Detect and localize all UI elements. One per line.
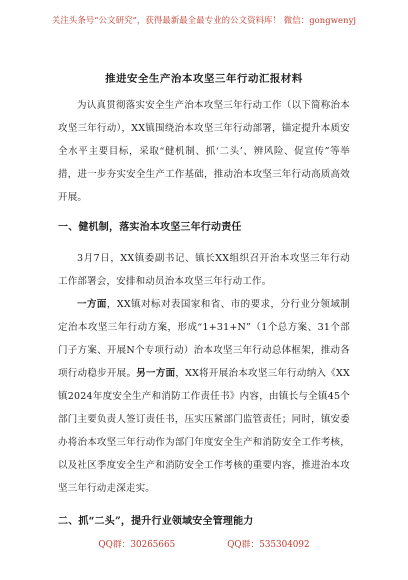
section-1-paragraph-2 <box>58 293 350 500</box>
footer <box>0 537 408 550</box>
footer-qq-group-1: QQ群：30265665 <box>98 540 176 550</box>
section-1-paragraph-1: 3月7日，XX镇委副书记、镇长XX组织召开治本攻坚三年行动工作部署会，安排和动员治本攻坚三年行动工作。 <box>58 253 350 287</box>
footer-qq-group-2: QQ群：535304092 <box>227 540 310 550</box>
document-body <box>58 94 350 541</box>
section-2-heading: 二、抓“二头”，提升行业领域安全管理能力 <box>58 516 254 527</box>
section-1-heading: 一、健机制，落实治本攻坚三年行动责任 <box>58 222 242 233</box>
header-banner: 关注头条号“公文研究”，获得最新最全最专业的公文资料库！ 微信：gongwenyj <box>51 15 357 25</box>
paragraph-2-body: ，XX镇对标对表国家和省、市的要求，分行业分领域制定治本攻坚三年行动方案，形成“1+31+N”（1个总方案、31个部门子方案、开展N个专项行动）治本攻坚三年行动总体框架，推动各项行动稳步开展。 <box>58 299 351 379</box>
paragraph-2-body-2: ，XX将开展治本攻坚三年行动纳入《XX镇2024年度安全生产和消防工作责任书》内容，由镇长与全镇45个部门主要负责人签订责任书，压实压紧部门监管责任；同时，镇安委办将治本攻坚三年行动作为部门年度安全生产和消防安全工作考核，以及社区季度安全生产和消防安全工作考核的重要内容，推进治本攻坚三年行动走深走实。 <box>58 368 350 494</box>
intro-paragraph: 为认真贯彻落实安全生产治本攻坚三年行动工作（以下简称治本攻坚三年行动），XX镇围绕治本攻坚三年行动部署，锚定提升本质安全水平主要目标，采取“健机制、抓‘二头’、辨风险、促宣传”等举措，进一步夯实安全生产工作基础，推动治本攻坚三年行动高质高效开展。 <box>58 100 350 203</box>
lead-phrase-two: 另一方面 <box>136 368 176 379</box>
lead-phrase-one: 一方面 <box>77 299 107 310</box>
document-title: 推进安全生产治本攻坚三年行动汇报材料 <box>105 73 303 85</box>
